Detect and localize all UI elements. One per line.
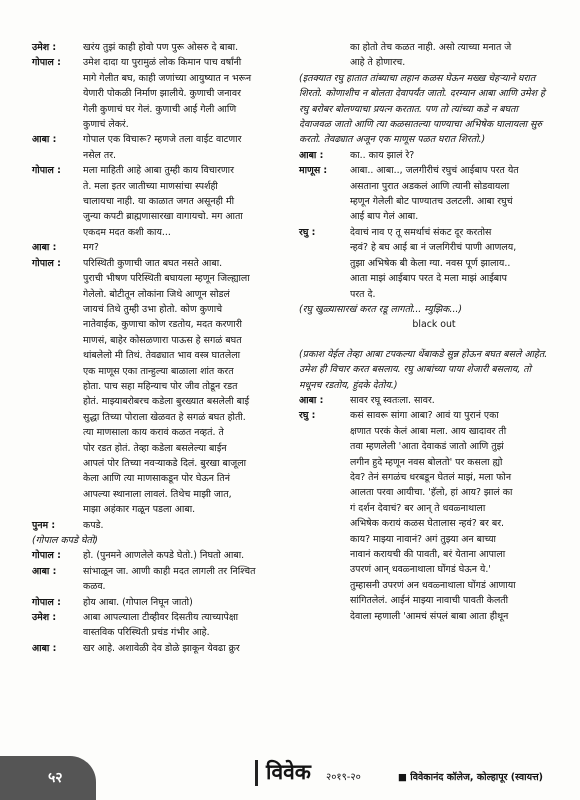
dialogue-entry bbox=[32, 163, 290, 240]
dialogue-line: त्या माणसाला काय करावं कळत नव्हतं. ते bbox=[83, 427, 224, 439]
dialogue-line: जायचं तिथे तुम्ही उभा होतो. कोण कुणाचे bbox=[83, 303, 223, 315]
dialogue-line: म्हणून गेलेली बोट पाण्यातच उलटली. आबा रघुचं bbox=[350, 196, 513, 208]
dialogue-text bbox=[83, 641, 290, 656]
footer-divider bbox=[255, 760, 258, 786]
dialogue-line: तुझा अभिषेक बी केला ग्या. नवस पूर्ण झालाय.. bbox=[350, 257, 511, 269]
dialogue-line: सांभाळून जा. आणी काही मदत लागली तर निश्चित bbox=[83, 565, 256, 577]
speaker-name: आबा : bbox=[32, 242, 57, 254]
dialogue-line: मागे गेलीत बघ, काही जणांच्या आयुष्यात न भरून bbox=[83, 72, 252, 84]
dialogue-text bbox=[83, 256, 290, 518]
dialogue-line: खर आहे. अशावेळी देव डोळे झाकून येवढा क्रुर bbox=[83, 642, 240, 654]
dialogue-line: गेली कुणाचं घर गेलं. कुणाची आई गेली आणि bbox=[83, 103, 237, 115]
dialogue-line: नातेवाईक, कुणाचा कोण रडतोय, मदत करणारी bbox=[83, 319, 242, 331]
dialogue-line: मग? bbox=[83, 242, 99, 254]
dialogue-text bbox=[83, 132, 290, 163]
page-footer bbox=[0, 752, 580, 800]
dialogue-text bbox=[350, 163, 549, 225]
speaker-name: गोपाल : bbox=[32, 596, 61, 608]
dialogue-entry bbox=[32, 595, 290, 610]
dialogue-entry bbox=[32, 40, 290, 55]
dialogue-line: देवाला म्हणाली 'आमचं संपलं बाबा आता हीथून bbox=[350, 610, 509, 622]
page-number: ५२ bbox=[48, 770, 63, 786]
dialogue-line: कुणाचं लेकरं. bbox=[83, 119, 129, 131]
dialogue-line: देव? तेनं सगळंच धरबडून घेतलं माझं, मला फोन bbox=[350, 471, 512, 483]
speaker-name: आबा : bbox=[299, 394, 324, 406]
scene-transition: black out bbox=[412, 319, 456, 331]
dialogue-line: लगीन हुदे म्हणून नवस बोलतो' पर कसला ह्यो bbox=[350, 456, 503, 468]
dialogue-line: होय आबा. (गोपाल निघून जातो) bbox=[83, 596, 193, 608]
stage-direction: (इतक्यात रघु हातात तांब्याचा लहान कळस घेऊन मख्ख चेहऱ्याने घरात शिरतो. कोणाशीच न बोलता देवापर्यंत जातो. दरम्यान आबा आणि उमेश हे रघु बरोबर बोलण्याचा प्रयत्न करतात. पण तो त्यांच्या कडे न बघता देवाजवळ जातो आणि त्या कळसातल्या पाण्याचा अभिषेक घालायला सुरु करतो. तेवढ्यात अजून एक माणूस पळत घरात शिरतो.) bbox=[299, 72, 545, 146]
dialogue-line: होता. पाच सहा महिन्याच पोर जीव तोडून रडत bbox=[83, 380, 238, 392]
dialogue-line: एक माणूस एका तान्हुल्या बाळाला शांत करत bbox=[83, 365, 234, 377]
dialogue-line: माणसं, बाहेर कोसळणारा पाऊस हे सगळं बघत bbox=[83, 334, 242, 346]
speaker-name: गोपाल : bbox=[32, 57, 61, 69]
dialogue-line: आपल्या स्थानाला लावलं. तिथेच माझी जात, bbox=[83, 488, 232, 500]
dialogue-line: केला आणि त्या माणसाकडून पोर घेऊन तिनं bbox=[83, 473, 230, 485]
dialogue-line: आलता परवा आयीचा. 'हॅलो, हां आय? झालं का bbox=[350, 487, 513, 499]
dialogue-text bbox=[350, 225, 549, 302]
dialogue-entry bbox=[32, 564, 290, 595]
speaker-name: आबा : bbox=[32, 642, 57, 654]
dialogue-line: नसेल तर. bbox=[83, 149, 117, 161]
dialogue-line: गोपाल एक विचारू? म्हणजे तला वाईट वाटणार bbox=[83, 134, 242, 146]
dialogue-text bbox=[350, 393, 549, 408]
dialogue-line: आबा.. आबा.., जलगीरीचं रघुचं आईबाप परत येत bbox=[350, 165, 519, 177]
speaker-name: गोपाल : bbox=[32, 257, 61, 269]
dialogue-text bbox=[83, 610, 290, 641]
dialogue-line: न्हवं? हे बघ आई बा नं जलगिरीचं पाणी आणलय, bbox=[350, 242, 517, 254]
speaker-name: पुनम : bbox=[32, 519, 56, 531]
dialogue-line: आता माझं आईबाप परत दे मला माझं आईबाप bbox=[350, 273, 507, 285]
dialogue-line: उपरणं आन् धवळ्नाथाला घोंगडं घेऊन ये.' bbox=[350, 564, 491, 576]
right-column bbox=[299, 40, 549, 624]
dialogue-entry bbox=[32, 610, 290, 641]
dialogue-line: हो. (पुनमने आणलेले कपडे घेतो.) निघतो आबा. bbox=[83, 550, 245, 562]
dialogue-text bbox=[83, 240, 290, 255]
dialogue-line: का होतो तेच कळत नाही. असो त्याच्या मनात जे bbox=[350, 42, 512, 53]
dialogue-entry bbox=[32, 548, 290, 563]
dialogue-line: माझा अहंकार गळून पडला आबा. bbox=[83, 504, 196, 516]
magazine-year: २०१९-२० bbox=[326, 772, 361, 783]
dialogue-line: ते. मला इतर जातीच्या माणसांचा स्पर्शही bbox=[83, 180, 218, 192]
dialogue-line: परिस्थिती कुणाची जात बघत नसते आबा. bbox=[83, 257, 223, 269]
dialogue-entry bbox=[32, 132, 290, 163]
dialogue-entry bbox=[299, 225, 549, 302]
speaker-name: उमेश : bbox=[32, 42, 57, 53]
dialogue-line: क्षणात परकं केलं आबा मला. आय खादावर ती bbox=[350, 425, 507, 437]
dialogue-entry bbox=[32, 518, 290, 533]
speaker-name: गोपाल : bbox=[32, 550, 61, 562]
magazine-logo: विवेक bbox=[266, 759, 311, 784]
dialogue-entry bbox=[32, 55, 290, 132]
dialogue-text bbox=[83, 40, 290, 55]
dialogue-line: आहे ते होणारच. bbox=[350, 57, 406, 69]
dialogue-line: परत दे. bbox=[350, 288, 376, 300]
dialogue-line: उमेश दादा या पुरामुळं लोक किमान पाच वर्षांनी bbox=[83, 57, 242, 69]
dialogue-line: पुराची भीषण परिस्थिती बघायला म्हणून जिल्ह्याला bbox=[83, 273, 250, 285]
dialogue-text bbox=[83, 163, 290, 240]
dialogue-line: सुद्धा तिच्या पोराला खेळवत हे सगळं बघत होती. bbox=[83, 411, 246, 423]
dialogue-line: काय? माझ्या नावानं? अगं तुझ्या अन बाच्या bbox=[350, 533, 496, 545]
dialogue-line: नावानं करायची की पावती, बरं येताना आपाला bbox=[350, 549, 506, 560]
dialogue-entry bbox=[299, 163, 549, 225]
speaker-name: रघु : bbox=[299, 410, 316, 422]
speaker-name: उमेश : bbox=[32, 612, 57, 624]
dialogue-line: गेलेलो. बोटीतून लोकांना जिथे आणून सोडलं bbox=[83, 288, 230, 300]
left-column bbox=[32, 40, 290, 656]
college-name: ■ विवेकानंद कॉलेज, कोल्हापूर (स्वायत्त) bbox=[398, 772, 543, 783]
speaker-name: माणूस : bbox=[299, 165, 328, 177]
dialogue-entry bbox=[32, 641, 290, 656]
dialogue-line: एकदम मदत कशी काय... bbox=[83, 226, 171, 238]
speaker-name: रघु : bbox=[299, 226, 316, 238]
dialogue-line: पोर रडत होतं. तेव्हा कडेला बसलेल्या बाईन bbox=[83, 442, 227, 454]
stage-direction: (प्रकाश येईल तेव्हा आबा टपकल्या थेंबाकडे सुन्न होऊन बघत बसले आहेत. उमेश ही विचार करत बसलाय. रघु आबांच्या पाया शेजारी बसलाय, तो मधूनच रडतोय, हुंदके देतोय.) bbox=[299, 348, 548, 391]
spacer bbox=[299, 333, 549, 347]
dialogue-entry bbox=[299, 393, 549, 408]
dialogue-entry bbox=[32, 240, 290, 255]
dialogue-entry bbox=[299, 148, 549, 163]
dialogue-text bbox=[83, 518, 290, 533]
dialogue-line: वास्तविक परिस्थिती प्रचंड गंभीर आहे. bbox=[83, 627, 210, 639]
dialogue-text bbox=[350, 148, 549, 163]
dialogue-text bbox=[83, 595, 290, 610]
dialogue-entry bbox=[299, 408, 549, 624]
dialogue-line: सांगितलेलं. आईनं माझ्या नावाची पावती केलती bbox=[350, 595, 509, 607]
dialogue-line: अभिषेक करायं कळस घेतालास न्हवं? बर बर. bbox=[350, 518, 505, 530]
dialogue-line: थांबलेलो मी तिथं. तेवढ्यात भाव वस्त्र घातलेला bbox=[83, 350, 241, 362]
dialogue-line: देवाचं नाव ए तू समर्थाचं संकट दूर करतोस bbox=[350, 226, 492, 238]
dialogue-line: होतं. माझ्याबरोबरच कडेला बुरख्यात बसलेली बाई bbox=[83, 396, 250, 408]
dialogue-text bbox=[350, 408, 549, 624]
dialogue-line: येणारी पोकळी निर्माण झालीये. कुणाची जनावर bbox=[83, 88, 241, 100]
dialogue-line: तुम्हासनी उपरणं अन धवळ्नाथाला घोंगडं आणाया bbox=[350, 579, 516, 591]
speaker-name: गोपाल : bbox=[32, 165, 61, 177]
stage-direction: (गोपाल कपडे घेतो) bbox=[32, 535, 98, 546]
dialogue-line: आपलं पोर तिच्या नवऱ्याकडे दिलं. बुरखा बाजूला bbox=[83, 457, 247, 469]
dialogue-text bbox=[83, 55, 290, 132]
dialogue-line: सावर रघू स्वतःला. सावर. bbox=[350, 394, 435, 406]
dialogue-continuation bbox=[299, 40, 549, 71]
dialogue-line: आबा आपल्याला टीव्हीवर दिसतीय त्याच्यापेक्षा bbox=[83, 612, 239, 624]
dialogue-line: आई बाप गेलं आबा. bbox=[350, 211, 419, 223]
dialogue-line: कळव. bbox=[83, 581, 106, 593]
dialogue-text bbox=[83, 548, 290, 563]
dialogue-line: का.. काय झालं रे? bbox=[350, 149, 415, 161]
dialogue-line: कपडे. bbox=[83, 519, 104, 531]
speaker-name: आबा : bbox=[32, 565, 57, 577]
dialogue-line: चालायचा नाही. या काळात जगत असूनही मी bbox=[83, 196, 234, 208]
dialogue-line: कसं सावरू सांगा आबा? आवं या पुरानं एका bbox=[350, 410, 499, 422]
dialogue-line: खरंय तुझं काही होवो पण पुरू ओसरु दे बाबा. bbox=[83, 42, 239, 53]
dialogue-line: असताना पुरात अडकलं आणि त्यानी सोडवायला bbox=[350, 180, 510, 192]
dialogue-line: तवा म्हणलेली 'आता देवाकडं जातो आणि तुझं bbox=[350, 441, 504, 453]
dialogue-line: गं दर्शन देवाचं? बर आन् ते धवळ्नाथाला bbox=[350, 502, 486, 514]
stage-direction: (रघु खुळ्यासारखं करत रडू लागतो... म्युझिक...) bbox=[299, 303, 463, 315]
dialogue-line: जुन्या कपटी ब्राह्मणासारखा वागायचो. मग आता bbox=[83, 211, 243, 223]
dialogue-entry bbox=[32, 256, 290, 518]
speaker-name: आबा : bbox=[299, 149, 324, 161]
dialogue-text bbox=[83, 564, 290, 595]
dialogue-line: मला माहिती आहे आबा तुम्ही काय विचारणार bbox=[83, 165, 234, 177]
speaker-name: आबा : bbox=[32, 134, 57, 146]
